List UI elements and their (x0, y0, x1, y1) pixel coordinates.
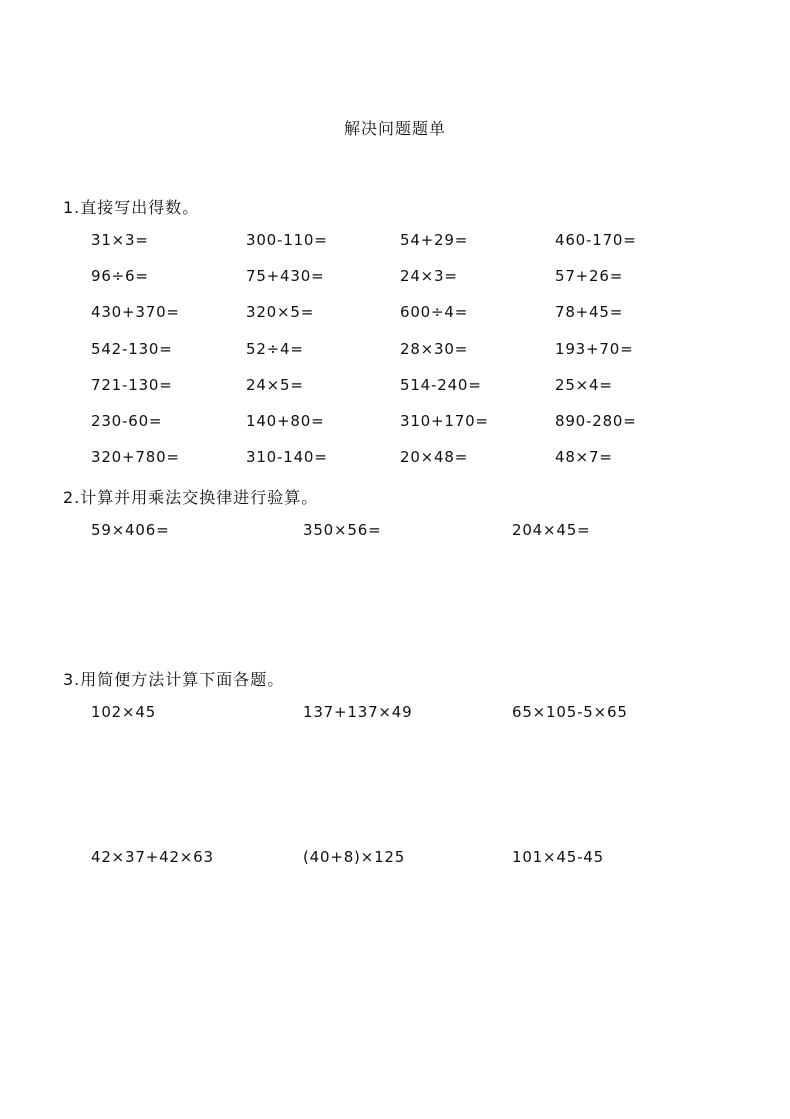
problem: 42×37+42×63 (91, 848, 214, 866)
problem: 102×45 (91, 703, 157, 721)
section-3-row (0, 703, 790, 725)
problem: 320+780= (91, 448, 180, 466)
problem: 310-140= (246, 448, 328, 466)
problem: 59×406= (91, 521, 170, 539)
problem: 204×45= (512, 521, 591, 539)
section-2-heading: 2.计算并用乘法交换律进行验算。 (63, 488, 319, 507)
problem: 600÷4= (400, 303, 469, 321)
section-1-row (0, 231, 790, 253)
problem: 460-170= (555, 231, 637, 249)
section-1-row (0, 448, 790, 470)
problem: 137+137×49 (303, 703, 413, 721)
section-3-row (0, 848, 790, 870)
problem: 24×3= (400, 267, 458, 285)
section-3-heading: 3.用简便方法计算下面各题。 (63, 670, 285, 689)
problem: 20×48= (400, 448, 469, 466)
problem: 320×5= (246, 303, 315, 321)
section-1-row (0, 340, 790, 362)
section-1-row (0, 412, 790, 434)
problem: 140+80= (246, 412, 325, 430)
section-1-row (0, 376, 790, 398)
problem: 57+26= (555, 267, 624, 285)
problem: 514-240= (400, 376, 482, 394)
problem: 31×3= (91, 231, 149, 249)
problem: 721-130= (91, 376, 173, 394)
problem: 890-280= (555, 412, 637, 430)
problem: 48×7= (555, 448, 613, 466)
problem: 193+70= (555, 340, 634, 358)
problem: 430+370= (91, 303, 180, 321)
problem: 230-60= (91, 412, 163, 430)
problem: 96÷6= (91, 267, 149, 285)
problem: (40+8)×125 (303, 848, 406, 866)
problem: 75+430= (246, 267, 325, 285)
problem: 78+45= (555, 303, 624, 321)
problem: 28×30= (400, 340, 469, 358)
problem: 52÷4= (246, 340, 304, 358)
problem: 542-130= (91, 340, 173, 358)
section-1-row (0, 303, 790, 325)
problem: 24×5= (246, 376, 304, 394)
section-2-row (0, 521, 790, 543)
problem: 101×45-45 (512, 848, 604, 866)
problem: 65×105-5×65 (512, 703, 628, 721)
section-1-heading: 1.直接写出得数。 (63, 198, 200, 217)
problem: 310+170= (400, 412, 489, 430)
section-1-row (0, 267, 790, 289)
problem: 350×56= (303, 521, 382, 539)
problem: 54+29= (400, 231, 469, 249)
problem: 25×4= (555, 376, 613, 394)
page-title: 解决问题题单 (343, 119, 446, 138)
problem: 300-110= (246, 231, 328, 249)
